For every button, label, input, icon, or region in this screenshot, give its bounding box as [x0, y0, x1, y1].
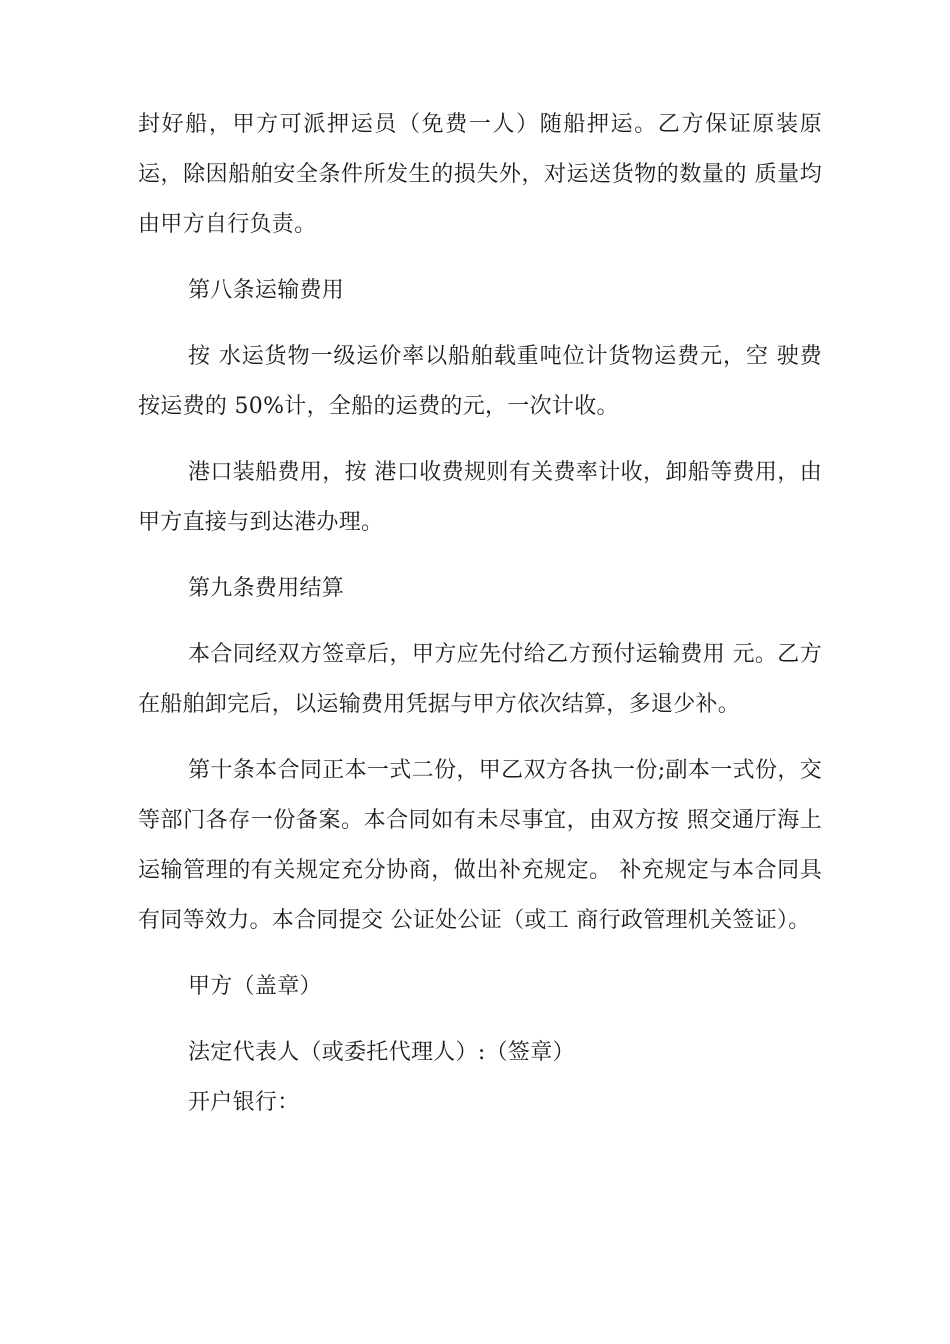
- signature-legal-representative: 法定代表人（或委托代理人）:（签章）: [188, 1040, 575, 1065]
- signature-party-a-seal: 甲方（盖章）: [188, 974, 322, 999]
- paragraph-shipping-responsibility: 封好船，甲方可派押运员（免费一人）随船押运。乙方保证原装原运，除因船舶安全条件所发生的损失外，对运送货物的数量的 质量均由甲方自行负责。: [138, 112, 822, 237]
- paragraph-freight-rate: 按 水运货物一级运价率以船舶载重吨位计货物运费元，空 驶费按运费的 50%计，全船的运费的元，一次计收。: [138, 344, 822, 419]
- paragraph-prepayment-settlement: 本合同经双方签章后，甲方应先付给乙方预付运输费用 元。乙方在船舶卸完后，以运输费用凭据与甲方依次结算，多退少补。: [138, 642, 822, 717]
- paragraph-port-loading-fees: 港口装船费用，按 港口收费规则有关费率计收，卸船等费用，由甲方直接与到达港办理。: [138, 460, 822, 535]
- document-page: [138, 100, 822, 1128]
- heading-article-9-settlement: 第九条费用结算: [188, 576, 345, 601]
- paragraph-article-10-copies: 第十条本合同正本一式二份，甲乙双方各执一份;副本一式份，交 等部门各存一份备案。本合同如有未尽事宜，由双方按 照交通厅海上运输管理的有关规定充分协商，做出补充规定。 补充规定与本合同具有同等效力。本合同提交 公证处公证（或工 商行政管理机关签证）。: [138, 758, 822, 933]
- signature-bank-account: 开户银行：: [188, 1090, 300, 1115]
- heading-article-8-transport-fees: 第八条运输费用: [188, 278, 345, 303]
